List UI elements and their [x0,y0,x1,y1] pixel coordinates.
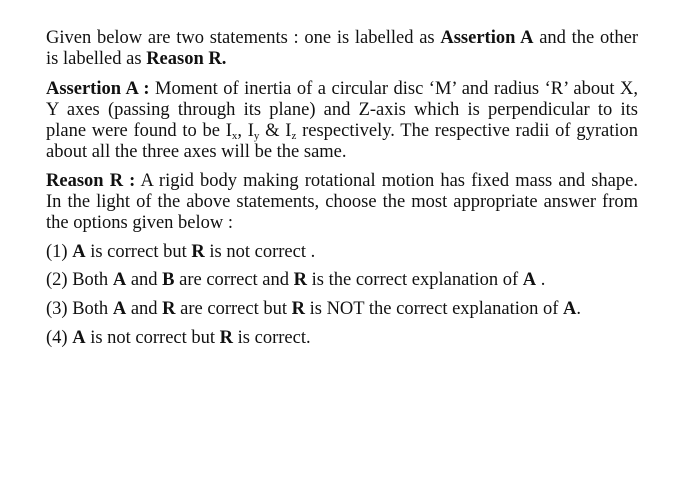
subscript-y: y [253,130,260,142]
option-2-text-2: are correct and [174,270,294,290]
option-1-bold-a: A [72,242,86,262]
assertion-text-3: & I [259,121,292,141]
reason-text: A rigid body making rotational motion has fixed mass and shape. In the light of the above statements, choose the most appropriate answer from the options given below : [46,171,638,233]
option-4-bold-r: R [219,328,234,348]
option-4-bold-a: A [72,328,86,348]
subscript-x: x [231,130,238,142]
intro-text-1: Given below are two statements : one is labelled as [46,28,441,48]
option-2-text-3: is the correct explanation of [307,270,523,290]
question-document [46,28,638,356]
option-2-bold-a2: A [522,270,537,290]
option-2-text-1: and [126,270,163,290]
option-4-number: (4) [46,328,73,348]
option-4 [46,328,638,349]
assertion-paragraph [46,79,638,163]
assertion-text-1: Moment of inertia of a circular disc ‘M’ and radius ‘R’ about X, Y axes (passing through its plane) and Z-axis which is perpendicular to its plane were found to be I [46,79,638,141]
option-1-text-2: is not correct . [204,242,316,262]
option-2-text-0: Both [72,270,113,290]
option-3-number: (3) [46,299,73,319]
reason-r-label: Reason R. [146,49,227,69]
option-4-text-1: is not correct but [85,328,220,348]
option-3-text-4: . [576,299,582,319]
option-2-bold-a: A [112,270,127,290]
assertion-heading: Assertion A : [46,79,150,99]
option-3-bold-r: R [162,299,176,319]
subscript-z: z [291,130,297,142]
option-4-text-2: is correct. [233,328,311,348]
option-1-text-1: is correct but [85,242,192,262]
intro-paragraph [46,28,638,70]
assertion-text-4: respectively. The respective radii of gyration about all the three axes will be the same. [46,121,638,162]
option-1 [46,242,638,263]
reason-paragraph [46,171,638,234]
option-3-bold-r2: R [291,299,305,319]
option-1-bold-r: R [191,242,205,262]
option-3-text-2: are correct but [175,299,292,319]
option-3-text-0: Both [72,299,113,319]
option-3-text-1: and [126,299,163,319]
option-2-number: (2) [46,270,73,290]
assertion-text-2: , I [237,121,254,141]
option-1-number: (1) [46,242,73,262]
option-2-bold-r: R [293,270,308,290]
option-3-bold-a2: A [563,299,577,319]
intro-text-2: and the other is labelled as [46,28,638,69]
option-2-text-4: . [536,270,546,290]
option-2 [46,270,638,291]
reason-heading: Reason R : [46,171,136,191]
option-3 [46,299,638,320]
assertion-a-label: Assertion A [440,28,534,48]
option-3-text-3: is NOT the correct explanation of [304,299,564,319]
option-2-bold-b: B [162,270,175,290]
option-3-bold-a: A [112,299,127,319]
